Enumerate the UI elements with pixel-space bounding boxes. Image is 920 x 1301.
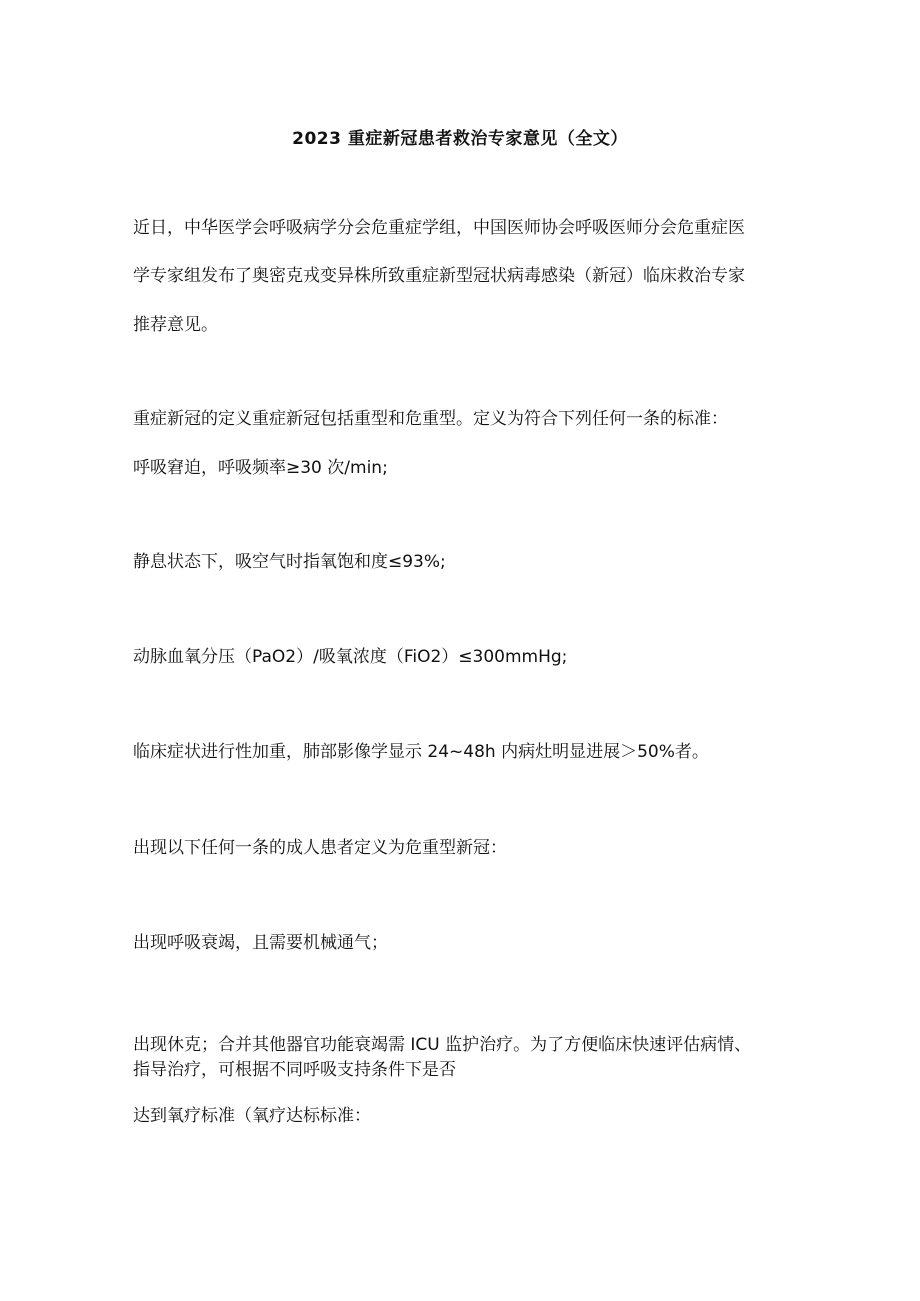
document-title: 2023 重症新冠患者救治专家意见（全文） (292, 129, 628, 149)
severe-criterion-4: 临床症状进行性加重，肺部影像学显示 24~48h 内病灶明显进展＞50%者。 (133, 742, 709, 762)
severe-criterion-3: 动脉血氧分压（PaO2）/吸氧浓度（FiO2）≤300mmHg; (133, 647, 568, 667)
severe-criterion-1: 呼吸窘迫，呼吸频率≥30 次/min; (133, 458, 388, 478)
critical-criterion-3: 指导治疗，可根据不同呼吸支持条件下是否 (133, 1060, 456, 1080)
critical-criterion-2: 出现休克；合并其他器官功能衰竭需 ICU 监护治疗。为了方便临床快速评估病情、 (133, 1035, 752, 1055)
intro-line-3: 推荐意见。 (133, 315, 218, 335)
intro-line-2: 学专家组发布了奥密克戎变异株所致重症新型冠状病毒感染（新冠）临床救治专家 (133, 266, 745, 286)
intro-line-1: 近日，中华医学会呼吸病学分会危重症学组，中国医师协会呼吸医师分会危重症医 (133, 218, 745, 238)
critical-heading: 出现以下任何一条的成人患者定义为危重型新冠： (133, 838, 507, 858)
severe-criterion-2: 静息状态下，吸空气时指氧饱和度≤93%; (133, 552, 446, 572)
critical-criterion-1: 出现呼吸衰竭，且需要机械通气； (133, 933, 388, 953)
critical-criterion-4: 达到氧疗标准（氧疗达标标准： (133, 1106, 371, 1126)
definition-heading: 重症新冠的定义重症新冠包括重型和危重型。定义为符合下列任何一条的标准： (133, 409, 728, 429)
